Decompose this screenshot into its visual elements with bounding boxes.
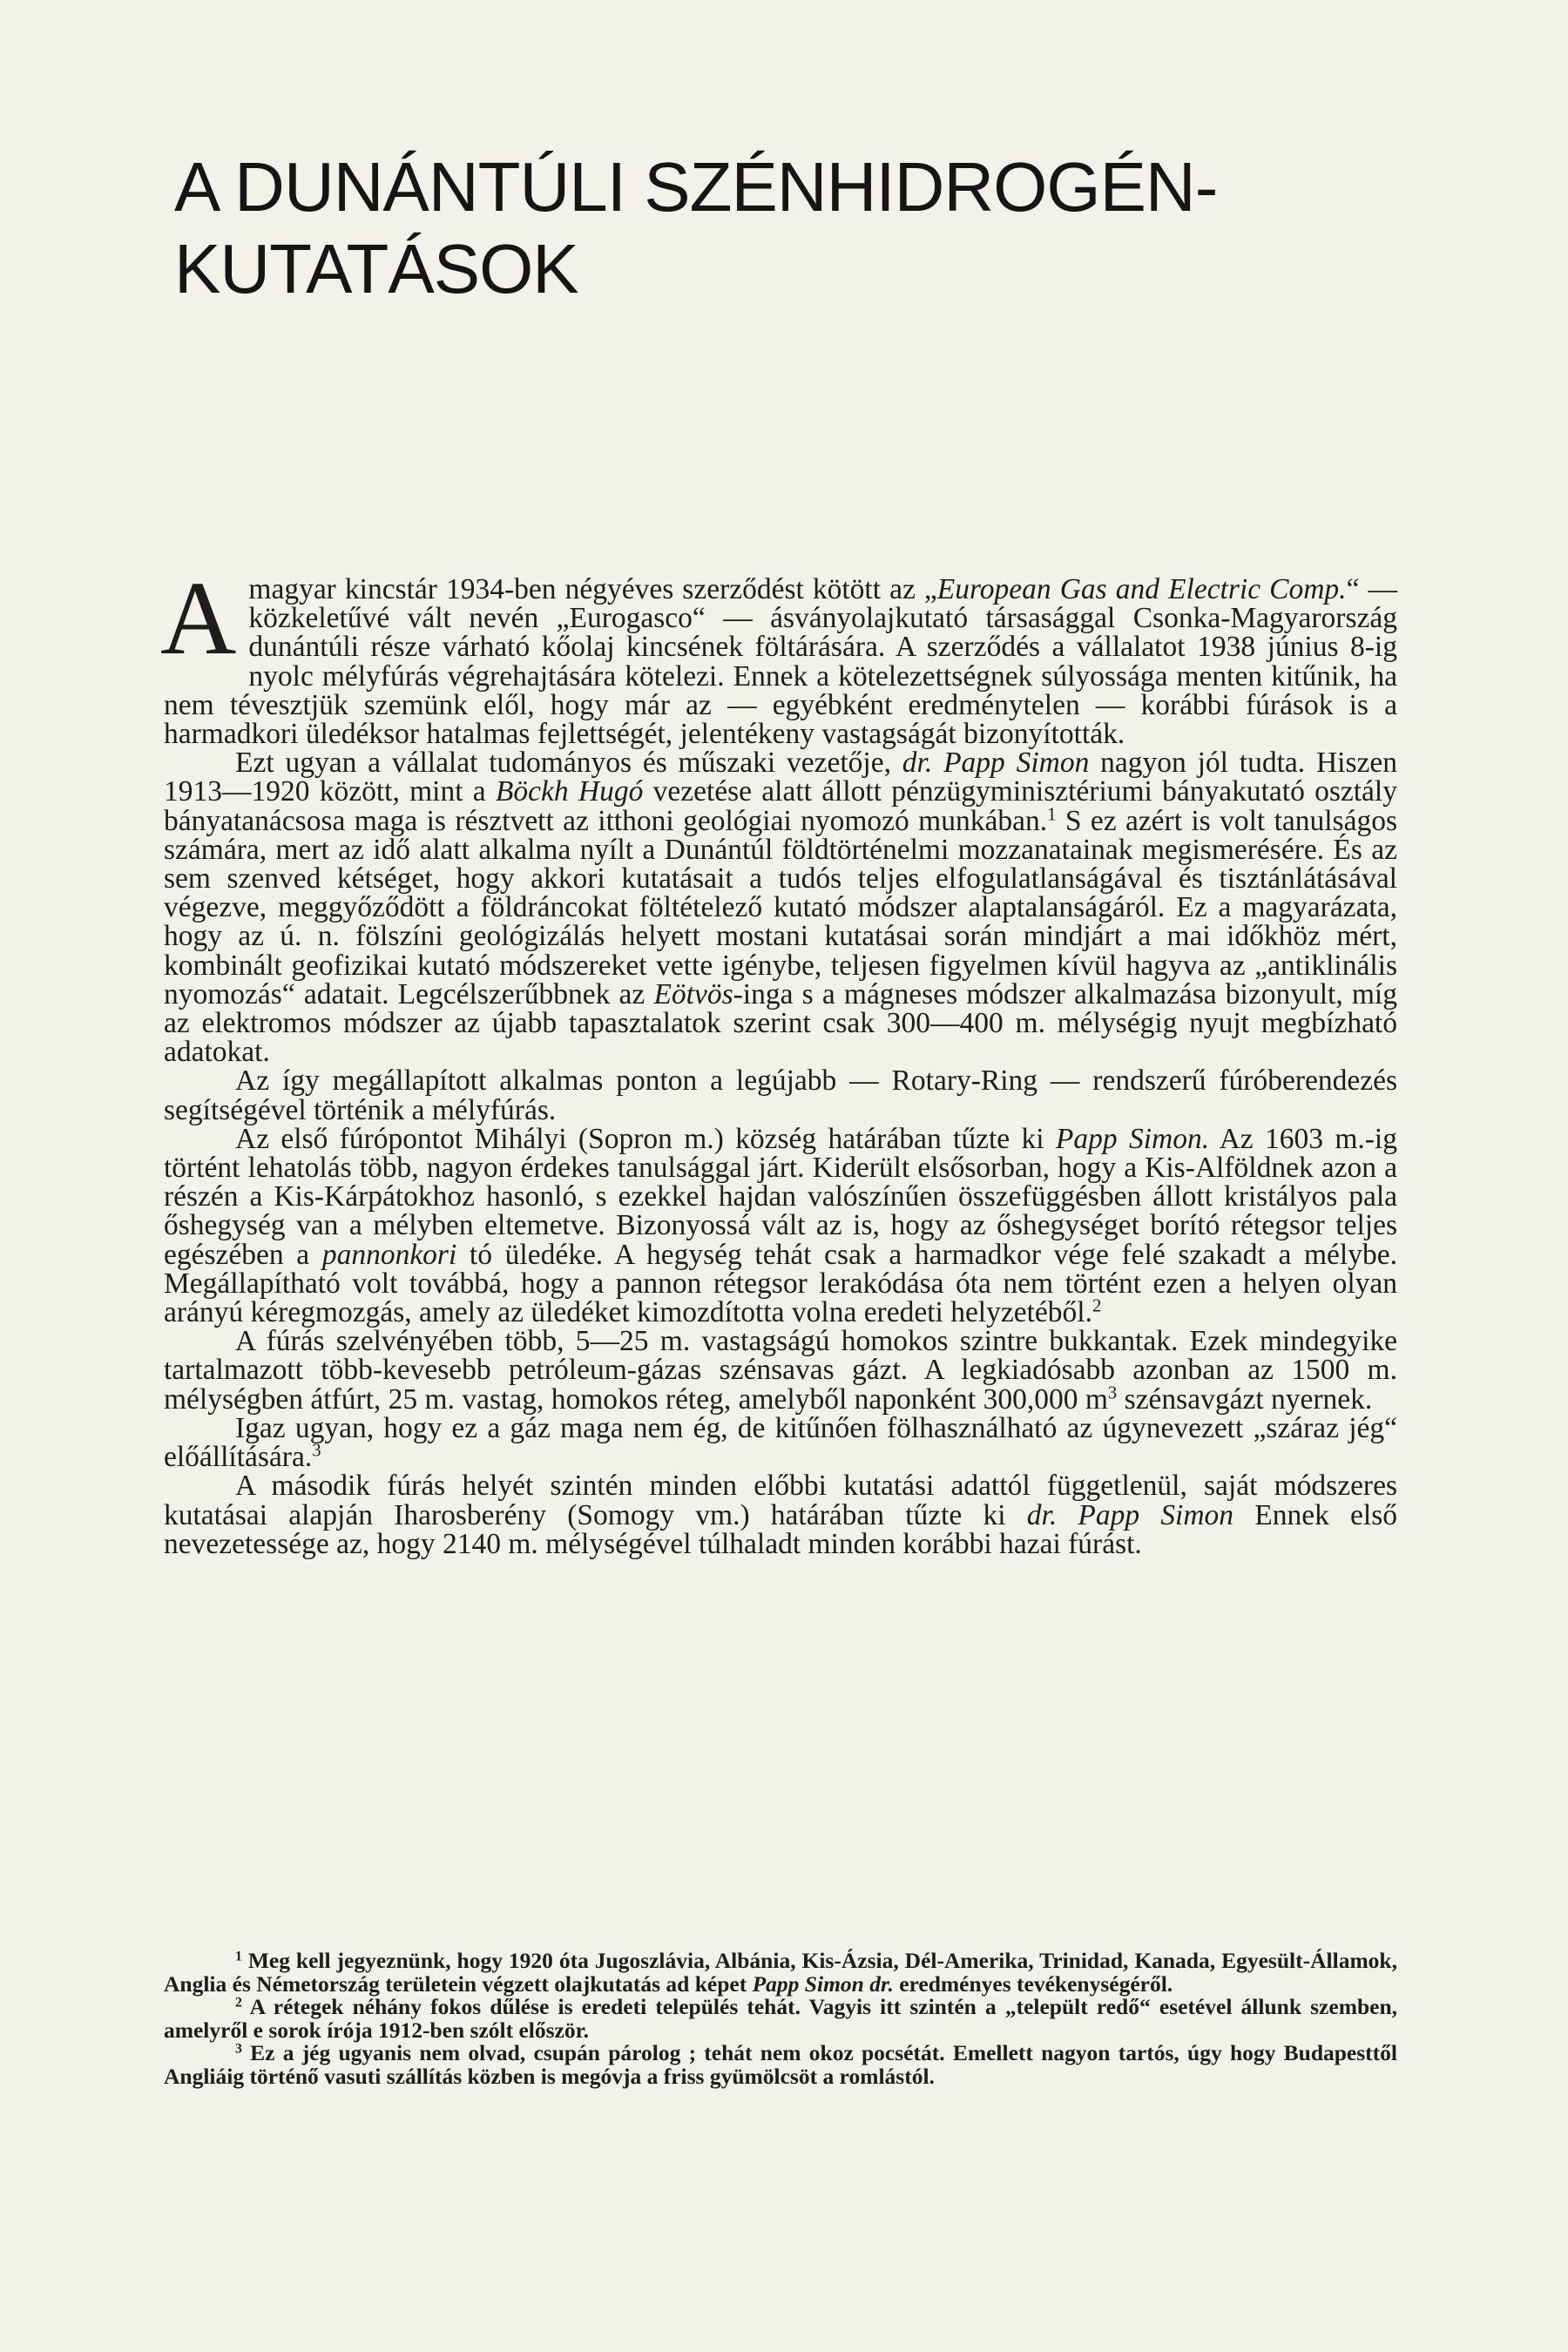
person-name: dr. Papp Simon xyxy=(1026,1498,1234,1531)
title-line-1: A DUNÁNTÚLI SZÉNHIDROGÉN- xyxy=(174,148,1218,226)
paragraph-4: Az első fúrópontot Mihályi (Sopron m.) község határában tűzte ki Papp Simon. Az 1603 m.-ig történt lehatolás több, nagyon érdekes tanulsággal járt. Kiderült elsősorban, hogy a Kis-Alföldnek azon a részén a Kis-Kárpátokhoz hasonló, s ezekkel hajdan valószínűen összefüggésben állott kristályos pala őshegység van a mélyben eltemetve. Bizonyossá vált az is, hogy az őshegységet borító rétegsor teljes egészében a pannonkori tó üledéke. A hegység tehát csak a harmadkor vége felé szakadt a mélybe. Megállapítható volt továbbá, hogy a pannon rétegsor lerakódása óta nem történt ezen a helyen olyan arányú kéregmozgás, amely az üledéket kimozdította volna eredeti helyzetéből.$^2$ xyxy=(164,1122,1397,1329)
paragraph-1: A magyar kincstár 1934-ben négyéves szerződést kötött az „European Gas and Electric Comp.“ — közkeletűvé vált nevén „Eurogasco“ — ásványolajkutató társasággal Csonka-Magyarország dunántúli része várható kőolaj kincsének föltárására. A szerződés a vállalatot 1938 június 8-ig nyolc mélyfúrás végrehajtására kötelezi. Ennek a kötelezettségnek súlyossága menten kitűnik, ha nem tévesztjük szemünk elől, hogy már az — egyébként eredménytelen — korábbi fúrások is a harmadkori üledéksor hatalmas fejlettségét, jelentékeny vastagságát bizonyították. xyxy=(160,560,1397,751)
footnote-ref: 1 xyxy=(1047,804,1057,825)
article-body xyxy=(160,560,1397,1560)
person-name: Papp Simon. xyxy=(1055,1122,1210,1155)
title-line-2: KUTATÁSOK xyxy=(174,230,578,308)
drop-cap: A xyxy=(160,560,237,677)
footnote-number: 3 xyxy=(235,2041,242,2057)
footnote-number: 2 xyxy=(235,1995,242,2011)
article-title xyxy=(174,146,1220,310)
company-name: European Gas and Electric Comp. xyxy=(936,573,1347,605)
footnote-ref: 3 xyxy=(312,1440,321,1461)
paragraph-5: A fúrás szelvényében több, 5—25 m. vastagságú homokos szintre bukkantak. Ezek mindegyike tartalmazott több-kevesebb petróleum-gázas szénsavas gázt. A legkiadósabb azonban az 1500 m. mélységben átfúrt, 25 m. vastag, homokos réteg, amelyből naponként 300,000 $m^3$ szénsavgázt nyernek. xyxy=(164,1325,1397,1416)
footnote-3: $^3$ Ez a jég ugyanis nem olvad, csupán párolog ; tehát nem okoz pocsétát. Emellett nagyon tartós, úgy hogy Budapesttől Angliáig történő vasuti szállítás közben is megóvja a friss gyümölcsöt a romlástól. xyxy=(164,2040,1397,2089)
person-name: Papp Simon dr. xyxy=(752,1970,894,1997)
footnote-2: $^2$ A rétegek néhány fokos dűlése is eredeti település tehát. Vagyis itt szintén a „települt redő“ esetével állunk szemben, amelyről e sorok írója 1912-ben szólt először. xyxy=(164,1994,1397,2043)
superscript: 3 xyxy=(1107,1382,1118,1403)
footnotes xyxy=(164,1950,1397,2088)
paragraph-7: A második fúrás helyét szintén minden előbbi kutatási adattól függetlenül, saját módszeres kutatásai alapján Iharosberény (Somogy vm.) határában tűzte ki dr. Papp Simon Ennek első nevezetessége az, hogy 2140 m. mélységével túlhaladt minden korábbi hazai fúrást. xyxy=(164,1470,1397,1560)
footnote-ref: 2 xyxy=(1092,1295,1102,1316)
footnote-1: $^1$ Meg kell jegyeznünk, hogy 1920 óta Jugoszlávia, Albánia, Kis-Ázsia, Dél-Amerika, Trinidad, Kanada, Egyesült-Államok, Anglia és Németország területein végzett olajkutatás ad képet Papp Simon dr. eredményes tevékenységéről. xyxy=(164,1948,1397,1997)
paragraph-2: Ezt ugyan a vállalat tudományos és műszaki vezetője, dr. Papp Simon nagyon jól tudta. Hiszen 1913—1920 között, mint a Böckh Hugó vezetése alatt állott pénzügyminisztériumi bányakutató osztály bányatanácsosa maga is résztvett az itthoni geológiai nyomozó munkában.$^1$ S ez azért is volt tanulságos számára, mert az idő alatt alkalma nyílt a Dunántúl földtörténelmi mozzanatainak megismerésére. És az sem szenved kétséget, hogy akkori kutatásait a tudós teljes elfogulatlanságával és tisztánlátásával végezve, meggyőződött a földráncokat föltételező kutató módszer alaptalanságáról. Ez a magyarázata, hogy az ú. n. fölszíni geológizálás helyett mostani kutatásai során mindjárt a mai időkhöz mért, kombinált geofizikai kutató módszereket vette igénybe, teljesen figyelmen kívül hagyva az „antiklinális nyomozás“ adatait. Legcélszerűbbnek az Eötvös-inga s a mágneses módszer alkalmazása bizonyult, míg az elektromos módszer az újabb tapasztalatok szerint csak 300—400 m. mélységig nyujt megbízható adatokat. xyxy=(164,747,1397,1069)
footnote-number: 1 xyxy=(235,1949,242,1964)
paragraph-6: Igaz ugyan, hogy ez a gáz maga nem ég, de kitűnően fölhasználható az úgynevezett „száraz jég“ előállítására.$^3$ xyxy=(164,1411,1397,1474)
paragraph-3: Az így megállapított alkalmas ponton a legújabb — Rotary-Ring — rendszerű fúróberendezés segítségével történik a mélyfúrás. xyxy=(164,1064,1397,1126)
person-name: dr. Papp Simon xyxy=(902,747,1090,780)
person-name: Eötvös xyxy=(653,977,733,1010)
person-name: Böckh Hugó xyxy=(495,775,644,808)
emphasis: pannonkori xyxy=(321,1238,457,1271)
